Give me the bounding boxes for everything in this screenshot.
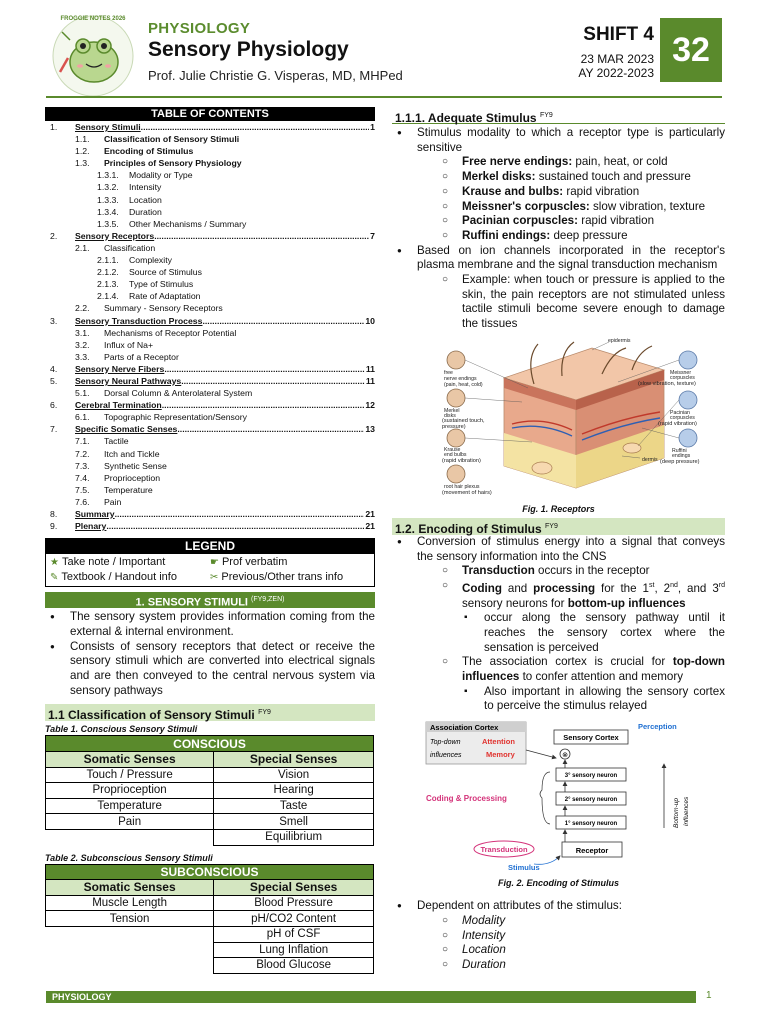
toc-entry-number: 1.3.5. <box>97 218 119 229</box>
toc-entry-label: Sensory Receptors <box>75 230 155 241</box>
toc-entry-label: Dorsal Column & Anterolateral System <box>104 388 253 399</box>
toc-entry[interactable] <box>45 411 375 423</box>
toc-entry-page: 11 <box>365 375 375 386</box>
sub-sub-bullet-item: ▪ Also important in allowing the sensory cortex to perceive the stimulus relayed <box>392 685 725 714</box>
figure-1-caption: Fig. 1. Receptors <box>522 503 595 514</box>
svg-text:Transduction: Transduction <box>480 845 528 855</box>
svg-text:(sustained touch,: (sustained touch, <box>442 417 485 424</box>
toc-entry-number: 2.1.1. <box>97 255 119 266</box>
svg-text:(rapid vibration): (rapid vibration) <box>442 457 481 464</box>
sub-bullet-item: ○ Coding and processing for the 1st, 2nd, and 3rd sensory neurons for bottom-up influences <box>392 579 725 611</box>
svg-text:Receptor: Receptor <box>575 846 609 856</box>
svg-text:Memory: Memory <box>486 750 515 760</box>
toc-entry-page: 21 <box>365 521 375 532</box>
table-of-contents <box>45 121 375 532</box>
toc-entry[interactable] <box>45 206 375 218</box>
toc-entry-label: Itch and Tickle <box>104 448 160 459</box>
toc-entry[interactable] <box>45 472 375 484</box>
toc-entry[interactable] <box>45 339 375 351</box>
toc-entry-label: Location <box>129 194 162 205</box>
toc-entry-label: Classification <box>104 242 156 253</box>
receptor-item: ○ Krause and bulbs: rapid vibration <box>392 185 725 200</box>
toc-entry-number: 1.2. <box>75 146 90 157</box>
toc-entry-label: Specific Somatic Senses <box>75 424 178 435</box>
toc-entry-number: 3.2. <box>75 339 90 350</box>
skin-receptors-figure <box>442 338 702 498</box>
svg-text:dermis: dermis <box>642 456 658 463</box>
svg-text:1° sensory neuron: 1° sensory neuron <box>564 821 618 828</box>
table-row: Blood Glucose <box>46 958 374 974</box>
section-heading-classification: 1.1 Classification of Sensory Stimuli $^{FY9}$ <box>45 704 375 721</box>
toc-entry-label: Pain <box>104 496 122 507</box>
receptor-item: ○ Pacinian corpuscles: rapid vibration <box>392 214 725 229</box>
toc-entry-label: Classification of Sensory Stimuli <box>104 134 240 145</box>
toc-entry-label: Type of Stimulus <box>129 279 194 290</box>
bullet-item: ● Based on ion channels incorporated in the receptor's plasma membrane and the signal transduction mechanism <box>392 244 725 273</box>
svg-text:end bulbs: end bulbs <box>444 451 467 458</box>
table-row: pH of CSF <box>46 926 374 942</box>
toc-entry-page: 11 <box>365 363 375 374</box>
toc-entry-number: 1. <box>50 122 58 132</box>
table-row: Tension pH/CO2 Content <box>46 911 374 927</box>
toc-entry-number: 1.3.4. <box>97 206 119 217</box>
toc-entry[interactable] <box>45 290 375 302</box>
svg-text:Bottom-up: Bottom-up <box>673 798 680 829</box>
toc-entry-label: Tactile <box>104 436 129 447</box>
toc-entry-number: 5. <box>50 375 58 386</box>
toc-entry[interactable] <box>45 448 375 460</box>
toc-entry-number: 2.1.2. <box>97 267 119 278</box>
svg-text:Krause: Krause <box>444 446 461 453</box>
toc-entry[interactable] <box>45 133 375 145</box>
toc-entry-number: 2.1.3. <box>97 279 119 290</box>
attribute-item: ○ Duration <box>392 958 725 973</box>
conscious-stimuli-table <box>45 735 374 845</box>
toc-entry-number: 2.1. <box>75 242 90 253</box>
toc-entry-number: 6.1. <box>75 412 90 423</box>
svg-text:pressure): pressure) <box>442 423 466 430</box>
toc-entry[interactable] <box>45 121 375 133</box>
froggie-notes-logo <box>48 12 138 100</box>
toc-entry-number: 6. <box>50 400 58 411</box>
subject-label: PHYSIOLOGY <box>148 20 251 37</box>
toc-entry-label: Influx of Na+ <box>104 339 154 350</box>
toc-entry-label: Temperature <box>104 484 153 495</box>
toc-entry-label: Synthetic Sense <box>104 460 167 471</box>
toc-entry-label: Sensory Transduction Process <box>75 315 203 326</box>
svg-text:nerve endings: nerve endings <box>444 375 477 382</box>
toc-entry-number: 1.3.1. <box>97 170 119 181</box>
svg-text:Coding & Processing: Coding & Processing <box>426 794 507 804</box>
toc-entry-number: 7.1. <box>75 436 90 447</box>
table-2-caption: Table 2. Subconscious Sensory Stimuli <box>45 852 213 863</box>
attribute-item: ○ Intensity <box>392 929 725 944</box>
figure-2-caption: Fig. 2. Encoding of Stimulus <box>498 878 619 889</box>
toc-entry-label: Duration <box>129 206 162 217</box>
legend-item: ★ Take note / Important <box>50 556 166 569</box>
toc-entry[interactable] <box>45 181 375 193</box>
toc-entry[interactable] <box>45 194 375 206</box>
section-heading-encoding: 1.2. Encoding of Stimulus $^{FY9}$ <box>392 518 725 535</box>
receptor-item: ○ Free nerve endings: pain, heat, or cold <box>392 155 725 170</box>
toc-entry-number: 2. <box>50 230 58 241</box>
toc-entry-number: 1.3.2. <box>97 182 119 193</box>
legend-heading: LEGEND <box>46 539 374 554</box>
toc-entry[interactable] <box>45 496 375 508</box>
scissors-icon: ✂ <box>210 572 219 584</box>
table-header: CONSCIOUS <box>46 736 374 752</box>
toc-entry-page: 12 <box>365 400 375 411</box>
toc-entry-label: Summary <box>75 509 115 519</box>
toc-entry[interactable] <box>45 278 375 290</box>
star-icon: ★ <box>50 557 59 569</box>
toc-entry[interactable] <box>45 435 375 447</box>
svg-text:influences: influences <box>430 752 462 760</box>
table-row: Equilibrium <box>46 829 374 845</box>
toc-leader-dots <box>162 399 365 411</box>
svg-text:(pain, heat, cold): (pain, heat, cold) <box>444 381 483 388</box>
toc-entry[interactable] <box>45 169 375 181</box>
subconscious-stimuli-table <box>45 864 374 974</box>
svg-text:root hair plexus: root hair plexus <box>444 483 480 490</box>
toc-leader-dots <box>177 423 364 435</box>
svg-text:corpuscles: corpuscles <box>670 374 695 381</box>
svg-text:3° sensory neuron: 3° sensory neuron <box>564 773 618 780</box>
toc-leader-dots <box>115 508 365 520</box>
toc-leader-dots <box>181 375 365 387</box>
bullet-item: ● Dependent on attributes of the stimulus: <box>392 899 725 914</box>
toc-entry-label: Sensory Nerve Fibers <box>75 363 165 374</box>
table-row: Pain Smell <box>46 814 374 830</box>
svg-text:2° sensory neuron: 2° sensory neuron <box>564 797 618 804</box>
toc-entry-label: Parts of a Receptor <box>104 351 179 362</box>
legend-item: ☛ Prof verbatim <box>210 556 288 569</box>
svg-text:endings: endings <box>672 452 691 459</box>
toc-heading: TABLE OF CONTENTS <box>45 107 375 121</box>
lecture-date: 23 MAR 2023 <box>580 52 654 66</box>
toc-entry-number: 1.3.3. <box>97 194 119 205</box>
toc-entry[interactable] <box>45 266 375 278</box>
trans-number-badge: 32 <box>660 18 722 82</box>
bullet-item: ● Conversion of stimulus energy into a signal that conveys the sensory information into the CNS <box>392 535 725 564</box>
toc-entry[interactable] <box>45 484 375 496</box>
toc-entry[interactable] <box>45 387 375 399</box>
toc-entry[interactable] <box>45 363 375 375</box>
toc-entry-label: Plenary <box>75 521 107 532</box>
toc-entry-page: 21 <box>365 509 375 519</box>
toc-entry-label: Complexity <box>129 255 172 266</box>
bullet-item: ● Consists of sensory receptors that detect or receive the sensory stimuli which are converted into electrical signals and are then conveyed to the central nervous system via sensory pathways <box>45 640 375 699</box>
svg-text:⊗: ⊗ <box>562 752 568 760</box>
toc-entry-label: Cerebral Termination <box>75 400 162 411</box>
toc-entry-page: 7 <box>370 230 375 241</box>
svg-text:(movement of hairs): (movement of hairs) <box>442 489 492 496</box>
toc-entry-number: 1.1. <box>75 134 90 145</box>
toc-entry[interactable] <box>45 254 375 266</box>
right-column <box>392 107 725 973</box>
svg-text:Sensory Cortex: Sensory Cortex <box>563 733 619 743</box>
left-column <box>45 107 375 974</box>
toc-entry-label: Rate of Adaptation <box>129 291 201 302</box>
toc-leader-dots <box>164 363 364 375</box>
page-title: Sensory Physiology <box>148 38 349 61</box>
toc-entry[interactable] <box>45 230 375 242</box>
svg-text:Top-down: Top-down <box>430 739 461 747</box>
svg-text:Association Cortex: Association Cortex <box>430 723 499 733</box>
table-1-caption: Table 1. Conscious Sensory Stimuli <box>45 724 198 735</box>
toc-entry-number: 5.1. <box>75 388 90 399</box>
toc-entry-label: Mechanisms of Receptor Potential <box>104 327 237 338</box>
sub-sub-bullet-item: ▪ occur along the sensory pathway until it reaches the sensory cortex where the sensation is perceived <box>392 611 725 655</box>
toc-entry[interactable] <box>45 351 375 363</box>
table-row: Temperature Taste <box>46 798 374 814</box>
toc-leader-dots <box>202 315 364 327</box>
legend-item: ✎ Textbook / Handout info <box>50 571 177 584</box>
toc-entry[interactable] <box>45 218 375 230</box>
stimulus-attribute-bullets <box>392 899 725 973</box>
svg-text:free: free <box>444 369 453 376</box>
toc-entry[interactable] <box>45 327 375 339</box>
column-header: Special Senses <box>214 752 374 768</box>
svg-text:Ruffini: Ruffini <box>672 447 687 454</box>
toc-entry-label: Intensity <box>129 182 162 193</box>
section-heading-sensory-stimuli: 1. SENSORY STIMULI $^{(FY9,ZEN)}$ <box>45 592 375 608</box>
toc-entry-label: Encoding of Stimulus <box>104 146 194 157</box>
toc-entry-number: 3.1. <box>75 327 90 338</box>
toc-entry-number: 7.2. <box>75 448 90 459</box>
svg-text:Pacinian: Pacinian <box>670 409 690 416</box>
toc-entry-number: 2.1.4. <box>97 291 119 302</box>
toc-entry-page: 1 <box>370 122 375 132</box>
toc-entry[interactable] <box>45 423 375 435</box>
table-row: Lung Inflation <box>46 942 374 958</box>
svg-text:Perception: Perception <box>638 722 677 732</box>
bullet-item: ● Stimulus modality to which a receptor type is particularly sensitive <box>392 126 725 155</box>
toc-entry-number: 9. <box>50 521 58 532</box>
encoding-of-stimulus-diagram <box>424 720 704 872</box>
sub-bullet-item: ○ Transduction occurs in the receptor <box>392 564 725 579</box>
academic-year: AY 2022-2023 <box>578 66 654 80</box>
table-header: SUBCONSCIOUS <box>46 864 374 880</box>
professor-name: Prof. Julie Christie G. Visperas, MD, MHPed <box>148 68 403 83</box>
toc-entry-label: Source of Stimulus <box>129 267 202 278</box>
legend-box <box>45 538 375 587</box>
toc-entry[interactable] <box>45 520 375 532</box>
svg-text:Stimulus: Stimulus <box>508 863 540 873</box>
section-1-bullets <box>45 610 375 698</box>
toc-entry-label: Summary - Sensory Receptors <box>104 303 223 314</box>
svg-text:FROGGIE NOTES 2026: FROGGIE NOTES 2026 <box>60 16 126 22</box>
toc-entry-number: 4. <box>50 363 58 374</box>
toc-entry-page: 13 <box>365 424 375 435</box>
toc-entry[interactable] <box>45 302 375 314</box>
svg-text:(deep pressure): (deep pressure) <box>660 458 700 465</box>
toc-entry-number: 7.5. <box>75 484 90 495</box>
toc-entry-label: Modality or Type <box>129 170 193 181</box>
toc-entry[interactable] <box>45 460 375 472</box>
toc-leader-dots <box>106 520 364 532</box>
toc-entry-number: 2.2. <box>75 303 90 314</box>
toc-entry-number: 3.3. <box>75 351 90 362</box>
column-header: Special Senses <box>214 880 374 896</box>
toc-leader-dots <box>141 121 369 133</box>
toc-entry-page: 10 <box>365 315 375 326</box>
toc-entry[interactable] <box>45 242 375 254</box>
toc-entry-number: 3. <box>50 315 58 326</box>
toc-entry-number: 8. <box>50 509 58 519</box>
toc-entry-label: Topographic Representation/Sensory <box>104 412 247 423</box>
sub-bullet-item: ○ The association cortex is crucial for top-down influences to confer attention and memory <box>392 655 725 684</box>
toc-entry-number: 7. <box>50 424 58 435</box>
svg-text:(rapid vibration): (rapid vibration) <box>658 420 697 427</box>
footer-bar: PHYSIOLOGY <box>46 991 696 1003</box>
legend-item: ✂ Previous/Other trans info <box>210 571 344 584</box>
svg-text:influences: influences <box>683 796 690 827</box>
toc-entry-number: 7.6. <box>75 496 90 507</box>
adequate-stimulus-bullets <box>392 126 725 332</box>
pencil-icon: ✎ <box>50 572 59 584</box>
receptor-item: ○ Ruffini endings: deep pressure <box>392 229 725 244</box>
toc-entry[interactable] <box>45 375 375 387</box>
toc-entry[interactable] <box>45 399 375 411</box>
column-header: Somatic Senses <box>46 880 214 896</box>
svg-text:disks: disks <box>444 412 456 419</box>
svg-text:corpuscles: corpuscles <box>670 414 695 421</box>
table-row: Touch / Pressure Vision <box>46 767 374 783</box>
receptor-item: ○ Merkel disks: sustained touch and pressure <box>392 170 725 185</box>
receptor-item: ○ Meissner's corpuscles: slow vibration, texture <box>392 200 725 215</box>
attribute-item: ○ Location <box>392 943 725 958</box>
bullet-item: ● The sensory system provides information coming from the external & internal environment. <box>45 610 375 639</box>
page-number: 1 <box>706 990 712 1001</box>
toc-leader-dots <box>154 230 369 242</box>
toc-entry-label: Proprioception <box>104 472 161 483</box>
header-divider <box>46 96 722 98</box>
svg-text:(slow vibration, texture): (slow vibration, texture) <box>638 380 696 387</box>
toc-entry-number: 7.4. <box>75 472 90 483</box>
column-header: Somatic Senses <box>46 752 214 768</box>
toc-entry-label: Principles of Sensory Physiology <box>104 158 242 169</box>
encoding-bullets <box>392 535 725 714</box>
svg-text:Merkel: Merkel <box>444 407 460 414</box>
toc-entry-label: Other Mechanisms / Summary <box>129 218 247 229</box>
toc-entry-number: 1.3. <box>75 158 90 169</box>
toc-entry[interactable] <box>45 157 375 169</box>
toc-entry[interactable] <box>45 145 375 157</box>
attribute-item: ○ Modality <box>392 914 725 929</box>
svg-text:Meissner: Meissner <box>670 369 692 376</box>
toc-entry[interactable] <box>45 315 375 327</box>
toc-entry-label: Sensory Neural Pathways <box>75 375 182 386</box>
table-row: Proprioception Hearing <box>46 783 374 799</box>
section-heading-adequate-stimulus: 1.1.1. Adequate Stimulus $^{FY9}$ <box>392 107 725 124</box>
toc-entry-number: 7.3. <box>75 460 90 471</box>
pointing-hand-icon: ☛ <box>210 557 219 569</box>
table-row: Muscle Length Blood Pressure <box>46 895 374 911</box>
svg-text:Attention: Attention <box>482 737 515 747</box>
toc-entry[interactable] <box>45 508 375 520</box>
svg-text:epidermis: epidermis <box>608 337 631 344</box>
example-item: ○ Example: when touch or pressure is applied to the skin, the pain receptors are not stimulated unless tactile stimuli become severe enough to damage the tissues <box>392 273 725 332</box>
toc-entry-label: Sensory Stimuli <box>75 122 141 132</box>
shift-label: SHIFT 4 <box>583 24 654 45</box>
